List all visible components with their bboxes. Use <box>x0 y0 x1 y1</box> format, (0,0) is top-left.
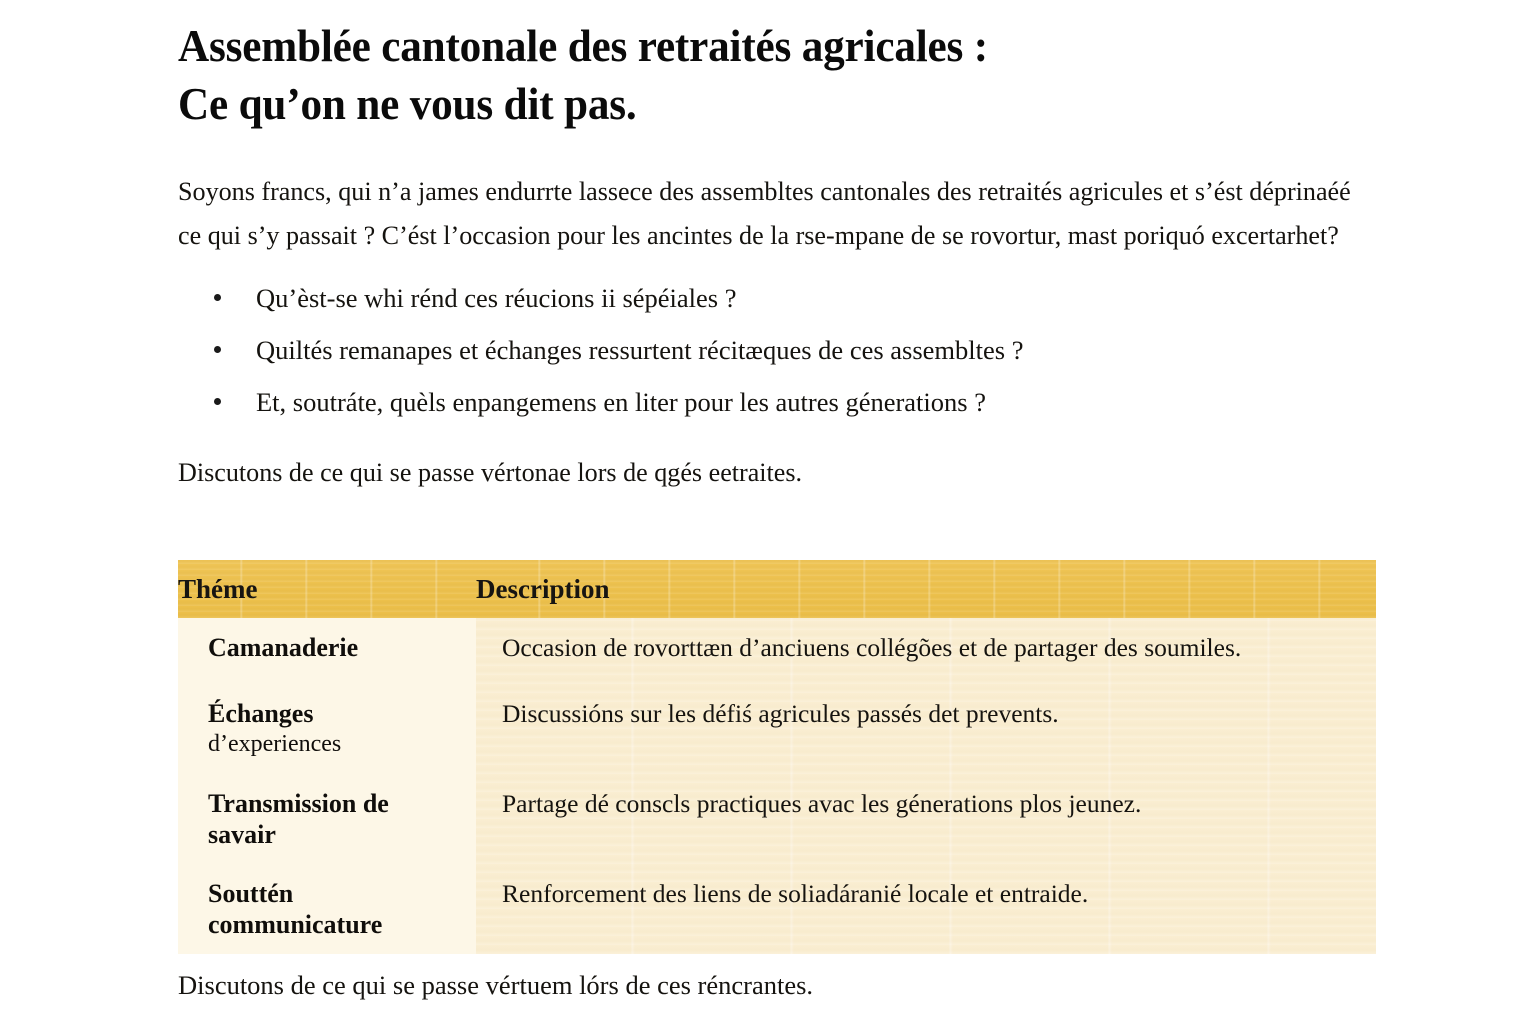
bullet-dot-icon <box>214 398 221 405</box>
cell-theme <box>178 618 476 684</box>
theme-label: Camanaderie <box>208 633 359 662</box>
intro-paragraph: Soyons francs, qui n’a james endurrte lassece des assembltes cantonales des retraités agricules et s’ést déprinaéé ce qui s’y passait ? C’ést l’occasion pour les ancintes de la rse-mpane de se rovortur, mast poriquó excertarhet? <box>178 176 1351 251</box>
cell-description: Occasion de rovorttæn d’anciuens collégões et de partager des soumiles. <box>476 618 1376 684</box>
bullet-dot-icon <box>214 294 221 301</box>
list-item <box>178 387 1383 417</box>
list-item <box>178 335 1383 365</box>
title-line-1: Assemblée cantonale des retraités agricales : <box>178 21 988 71</box>
table-header-row <box>178 560 1376 618</box>
bullet-dot-icon <box>214 346 221 353</box>
cell-theme <box>178 774 476 864</box>
theme-label: Échanges <box>208 699 314 728</box>
column-header-description: Description <box>476 560 1376 618</box>
question-bullet-list <box>178 283 1383 417</box>
document-content <box>178 18 1383 494</box>
theme-label: Transmission de <box>208 789 389 818</box>
cell-theme <box>178 684 476 774</box>
cell-description: Renforcement des liens de soliadáranié locale et entraide. <box>476 864 1376 954</box>
list-item-label: Qu’èst-se whi rénd ces réucions ii sépéiales ? <box>256 283 737 314</box>
table-row <box>178 618 1376 684</box>
table-header <box>178 560 1376 618</box>
theme-table-container <box>178 560 1376 954</box>
table-body <box>178 618 1376 954</box>
list-item-label: Et, soutráte, quèls enpangemens en liter pour les autres génerations ? <box>256 387 986 418</box>
cell-description: Partage dé conscls practiques avac les génerations plos jeunez. <box>476 774 1376 864</box>
theme-sublabel: savair <box>208 820 276 849</box>
list-item <box>178 283 1383 313</box>
theme-sublabel: d’experiences <box>208 731 342 757</box>
cell-description: Discussións sur les défiś agricules passés det prevents. <box>476 684 1376 774</box>
paragraph-after-table: Discutons de ce qui se passe vértuem lórs de ces réncrantes. <box>178 970 814 1000</box>
table-row <box>178 684 1376 774</box>
column-header-theme: Théme <box>178 560 476 618</box>
title-line-2: Ce qu’on ne vous dit pas. <box>178 78 637 129</box>
paragraph-before-table: Discutons de ce qui se passe vértonae lors de qgés eetraites. <box>178 457 803 488</box>
table-row <box>178 774 1376 864</box>
cell-theme <box>178 864 476 954</box>
theme-sublabel: communicature <box>208 910 383 939</box>
list-item-label: Quiltés remanapes et échanges ressurtent récitæques de ces assembltes ? <box>256 335 1024 366</box>
theme-label: Souttén <box>208 879 294 908</box>
page-title <box>178 18 1335 133</box>
theme-description-table <box>178 560 1376 954</box>
table-row <box>178 864 1376 954</box>
